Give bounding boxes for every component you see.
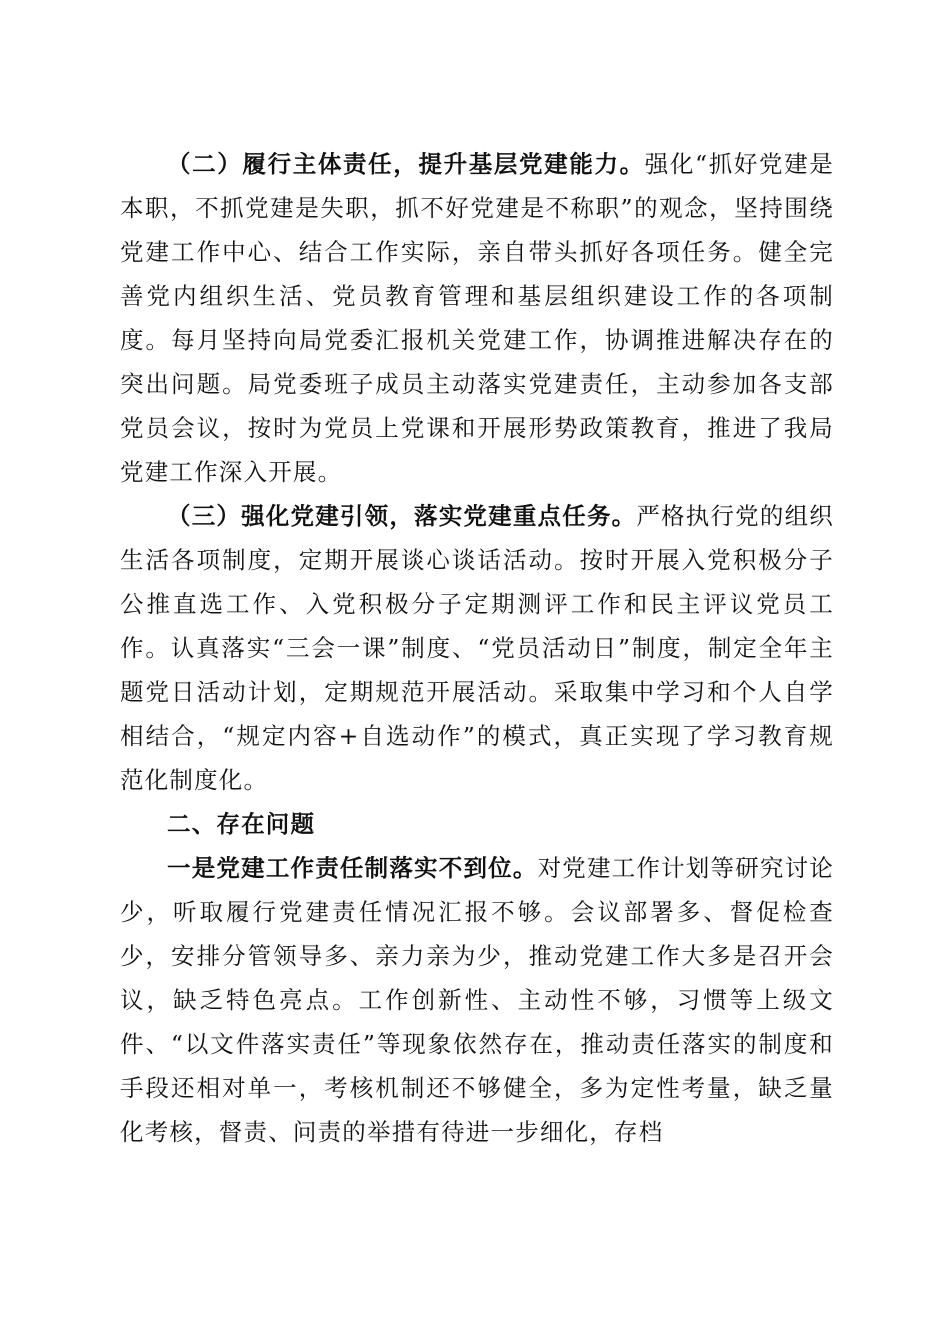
paragraph-lead: （二）履行主体责任，提升基层党建能力。: [167, 150, 645, 178]
paragraph-strengthen-leadership: [120, 494, 834, 802]
paragraph-lead: （三）强化党建引领，落实党建重点任务。: [167, 502, 637, 530]
paragraph-body: 对党建工作计划等研究讨论少，听取履行党建责任情况汇报不够。会议部署多、督促检查少，安排分管领导多、亲力亲为少，推动党建工作大多是召开会议，缺乏特色亮点。工作创新性、主动性不够，习惯等上级文件、“以文件落实责任”等现象依然存在，推动责任落实的制度和手段还相对单一，考核机制还不够健全，多为定性考量，缺乏量化考核，督责、问责的举措有待进一步细化，存档: [120, 854, 835, 1146]
paragraph-lead: 一是党建工作责任制落实不到位。: [167, 854, 538, 882]
document-page: [120, 142, 834, 1154]
paragraph-body: 强化“抓好党建是本职，不抓党建是失职，抓不好党建是不称职”的观念，坚持围绕党建工作中心、结合工作实际，亲自带头抓好各项任务。健全完善党内组织生活、党员教育管理和基层组织建设工作的各项制度。每月坚持向局党委汇报机关党建工作，协调推进解决存在的突出问题。局党委班子成员主动落实党建责任，主动参加各支部党员会议，按时为党员上党课和开展形势政策教育，推进了我局党建工作深入开展。: [120, 150, 834, 486]
paragraph-fulfill-responsibility: [120, 142, 834, 494]
paragraph-body: 严格执行党的组织生活各项制度，定期开展谈心谈话活动。按时开展入党积极分子公推直选工作、入党积极分子定期测评工作和民主评议党员工作。认真落实“三会一课”制度、“党员活动日”制度，制定全年主题党日活动计划，定期规范开展活动。采取集中学习和个人自学相结合，“规定内容+自选动作”的模式，真正实现了学习教育规范化制度化。: [120, 502, 834, 794]
section-heading: 二、存在问题: [167, 810, 316, 838]
paragraph-problem-one: [120, 846, 834, 1154]
